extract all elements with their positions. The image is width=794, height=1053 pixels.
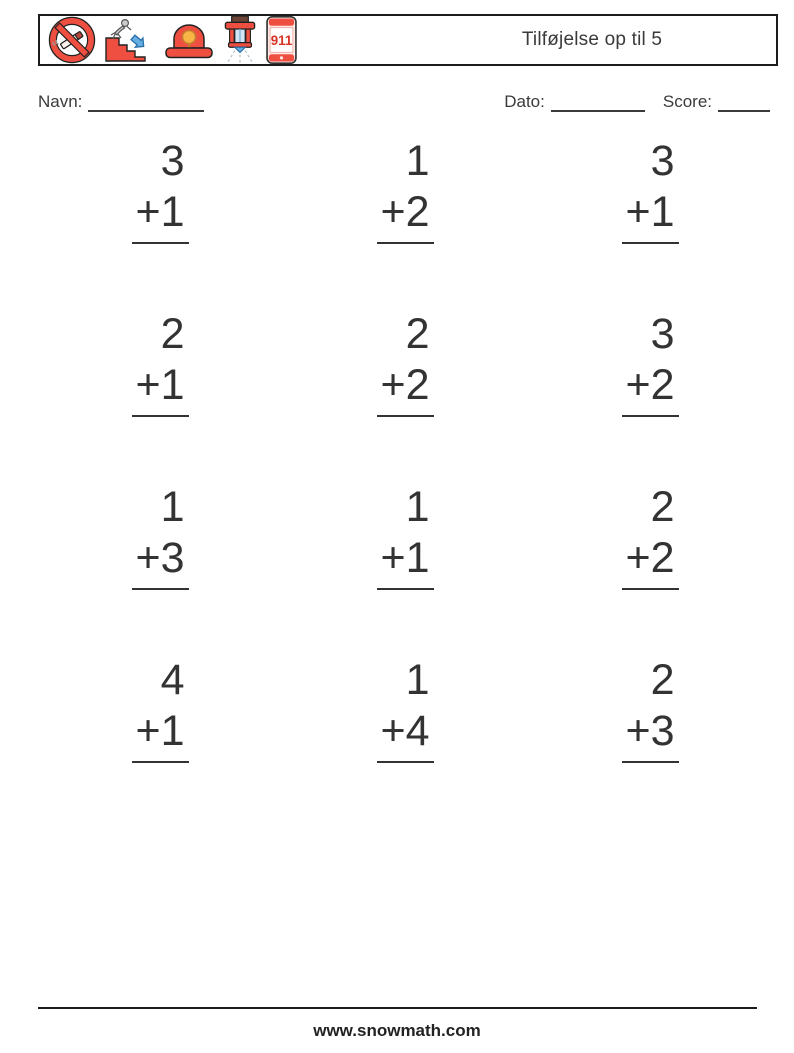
problem-bottom-operand: +4 [377, 706, 433, 764]
addition-problem [622, 482, 678, 590]
header-icons [40, 16, 408, 64]
header-title-wrap [408, 16, 776, 64]
score-label: Score: [662, 92, 712, 111]
date-label: Dato: [504, 92, 545, 111]
problem-bottom-operand: +3 [622, 706, 678, 764]
problem-bottom-operand: +1 [132, 187, 188, 245]
problem-bottom-operand: +2 [377, 187, 433, 245]
problem-cell [283, 655, 528, 828]
problem-cell [528, 482, 773, 655]
score-blank-line [718, 93, 770, 112]
problem-cell [528, 136, 773, 309]
name-blank-line [88, 93, 204, 112]
problems-grid [38, 136, 773, 828]
problem-top-operand: 3 [160, 137, 185, 185]
website-url: www.snowmath.com [313, 1021, 481, 1040]
footer [0, 1007, 794, 1041]
problem-cell [283, 482, 528, 655]
problem-cell [38, 655, 283, 828]
problem-cell [38, 482, 283, 655]
fall-hazard-stairs-icon [103, 16, 157, 64]
problem-top-operand: 2 [405, 310, 430, 358]
name-label: Navn: [38, 92, 83, 111]
addition-problem [132, 136, 188, 244]
fire-sprinkler-icon [221, 15, 259, 65]
addition-problem [622, 655, 678, 763]
emergency-siren-icon [163, 17, 215, 63]
problem-bottom-operand: +1 [377, 533, 433, 591]
problem-cell [38, 136, 283, 309]
addition-problem [377, 482, 433, 590]
addition-problem [377, 309, 433, 417]
addition-problem [622, 309, 678, 417]
addition-problem [377, 136, 433, 244]
problem-cell [528, 655, 773, 828]
problem-bottom-operand: +2 [622, 533, 678, 591]
emergency-phone-icon [265, 15, 298, 65]
score-field [663, 92, 770, 112]
problem-top-operand: 1 [160, 483, 185, 531]
addition-problem [132, 655, 188, 763]
worksheet-title: Tilføjelse op til 5 [521, 29, 663, 50]
problem-top-operand: 2 [650, 483, 675, 531]
problem-top-operand: 1 [405, 137, 430, 185]
name-field [38, 92, 204, 112]
fields-right-group [504, 92, 770, 112]
problem-bottom-operand: +2 [377, 360, 433, 418]
problem-bottom-operand: +1 [132, 706, 188, 764]
addition-problem [132, 309, 188, 417]
footer-divider-line [38, 1007, 757, 1009]
problem-cell [283, 309, 528, 482]
problem-top-operand: 1 [405, 656, 430, 704]
addition-problem [132, 482, 188, 590]
addition-problem [377, 655, 433, 763]
problem-cell [38, 309, 283, 482]
fields-row [38, 92, 770, 112]
problem-bottom-operand: +1 [132, 360, 188, 418]
problem-top-operand: 4 [160, 656, 185, 704]
problem-bottom-operand: +2 [622, 360, 678, 418]
problem-cell [528, 309, 773, 482]
problem-top-operand: 3 [650, 310, 675, 358]
problem-bottom-operand: +1 [622, 187, 678, 245]
problem-cell [283, 136, 528, 309]
problem-top-operand: 1 [405, 483, 430, 531]
header-box [38, 14, 778, 66]
problem-bottom-operand: +3 [132, 533, 188, 591]
problem-top-operand: 2 [160, 310, 185, 358]
problem-top-operand: 2 [650, 656, 675, 704]
phone-label: 911 [270, 33, 293, 49]
no-smoking-icon [47, 15, 97, 65]
date-field [504, 92, 645, 112]
problem-top-operand: 3 [650, 137, 675, 185]
addition-problem [622, 136, 678, 244]
date-blank-line [551, 93, 645, 112]
